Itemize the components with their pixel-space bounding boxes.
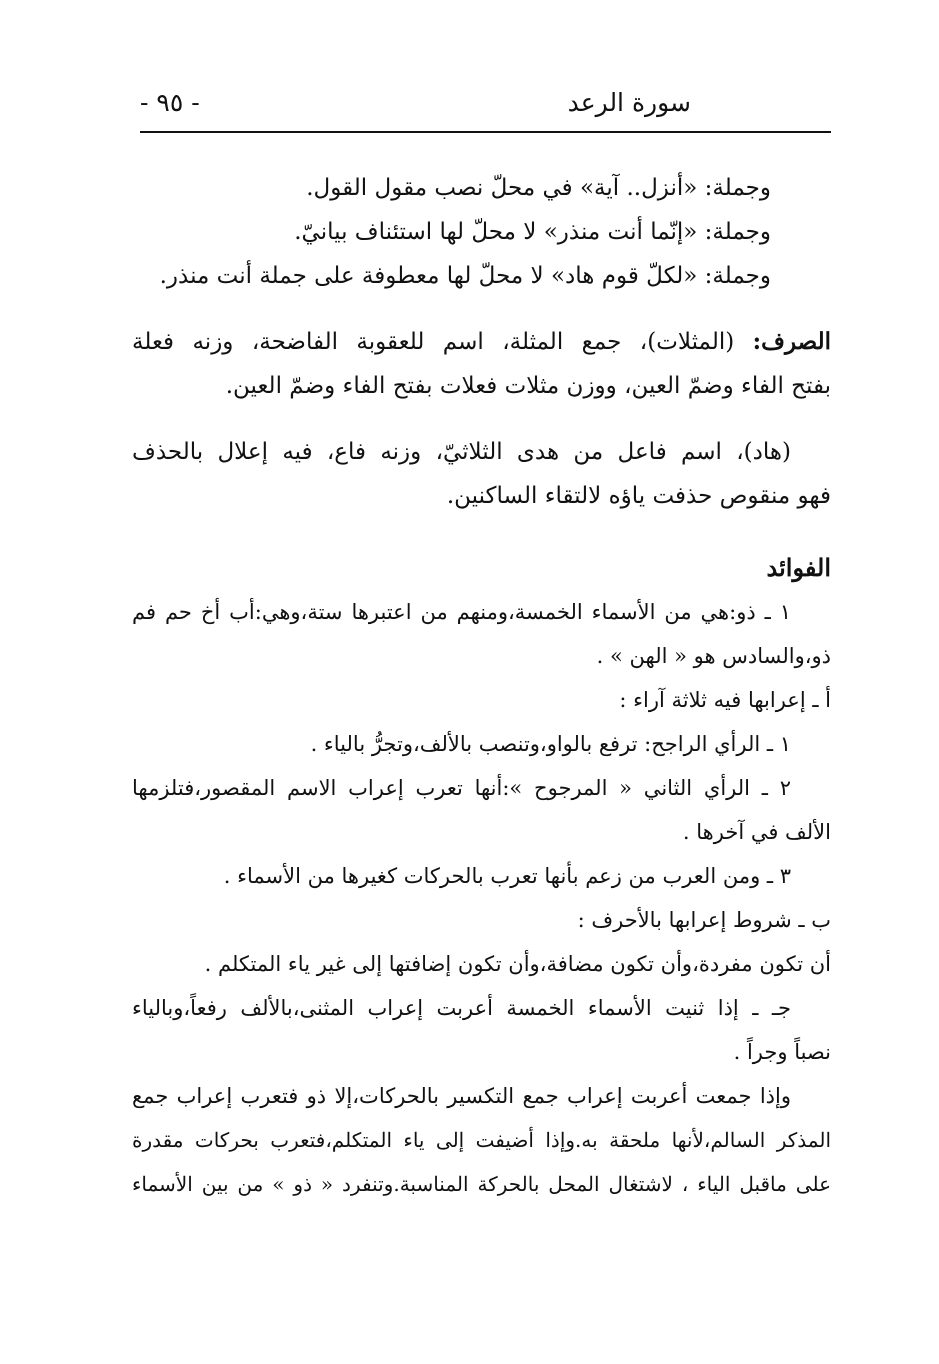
jumal-section [132, 166, 831, 298]
jumla-line: وجملة: «أنزل.. آية» في محلّ نصب مقول القول. [306, 175, 771, 201]
sarf-line: بفتح الفاء وضمّ العين، ووزن مثلات فعلات بفتح الفاء وضمّ العين. [225, 373, 831, 399]
surah-title: سورة الرعد [567, 88, 691, 117]
jumla-line: وجملة: «لكلّ قوم هاد» لا محلّ لها معطوفة على جملة أنت منذر. [159, 263, 771, 289]
sarf-section [132, 320, 831, 518]
fawaid-line: على ماقبل الياء ، لاشتغال المحل بالحركة المناسبة.وتنفرد « ذو » من بين الأسماء [132, 1172, 831, 1196]
fawaid-line: المذكر السالم،لأنها ملحقة به.وإذا أضيفت إلى ياء المتكلم،فتعرب بحركات مقدرة [132, 1128, 831, 1152]
fawaid-line: ٢ ـ الرأي الثاني « المرجوح »:أنها تعرب إعراب الاسم المقصور،فتلزمها [132, 776, 791, 800]
fawaid-line: الألف في آخرها . [682, 820, 831, 844]
fawaid-line: أ ـ إعرابها فيه ثلاثة آراء : [619, 688, 831, 712]
sarf-label: الصرف: [752, 328, 831, 355]
fawaid-line: ١ ـ ذو:هي من الأسماء الخمسة،ومنهم من اعتبرها ستة،وهي:أب أخ حم فم [132, 600, 791, 624]
fawaid-section [132, 590, 831, 1206]
fawaid-line: وإذا جمعت أعربت إعراب جمع التكسير بالحركات،إلا ذو فتعرب إعراب جمع [132, 1084, 791, 1108]
fawaid-heading: الفوائد [766, 553, 831, 582]
jumla-line: وجملة: «إنّما أنت منذر» لا محلّ لها استئناف بيانيّ. [294, 219, 771, 245]
fawaid-line: ذو،والسادس هو « الهن » . [596, 644, 831, 668]
sarf-line: (هاد)، اسم فاعل من هدى الثلاثيّ، وزنه فاع، فيه إعلال بالحذف [132, 439, 791, 465]
fawaid-line: جـ ـ إذا ثنيت الأسماء الخمسة أعربت إعراب المثنى،بالألف رفعاً،وبالياء [132, 996, 791, 1020]
sarf-text: (المثلات)، جمع المثلة، اسم للعقوبة الفاضحة، وزنه فعلة [132, 329, 735, 355]
fawaid-line: أن تكون مفردة،وأن تكون مضافة،وأن تكون إضافتها إلى غير ياء المتكلم . [204, 952, 831, 976]
page-number: - ٩٥ - [140, 88, 200, 117]
sarf-line: فهو منقوص حذفت ياؤه لالتقاء الساكنين. [446, 483, 831, 509]
fawaid-line: نصباً وجراً . [733, 1040, 831, 1064]
page-body [132, 166, 831, 1206]
page-header [140, 88, 831, 128]
fawaid-line: ب ـ شروط إعرابها بالأحرف : [577, 908, 831, 932]
header-rule [140, 131, 831, 133]
fawaid-line: ٣ ـ ومن العرب من زعم بأنها تعرب بالحركات كغيرها من الأسماء . [223, 864, 791, 888]
fawaid-line: ١ ـ الرأي الراجح: ترفع بالواو،وتنصب بالألف،وتجرُّ بالياء . [310, 732, 791, 756]
sarf-line [132, 320, 831, 364]
